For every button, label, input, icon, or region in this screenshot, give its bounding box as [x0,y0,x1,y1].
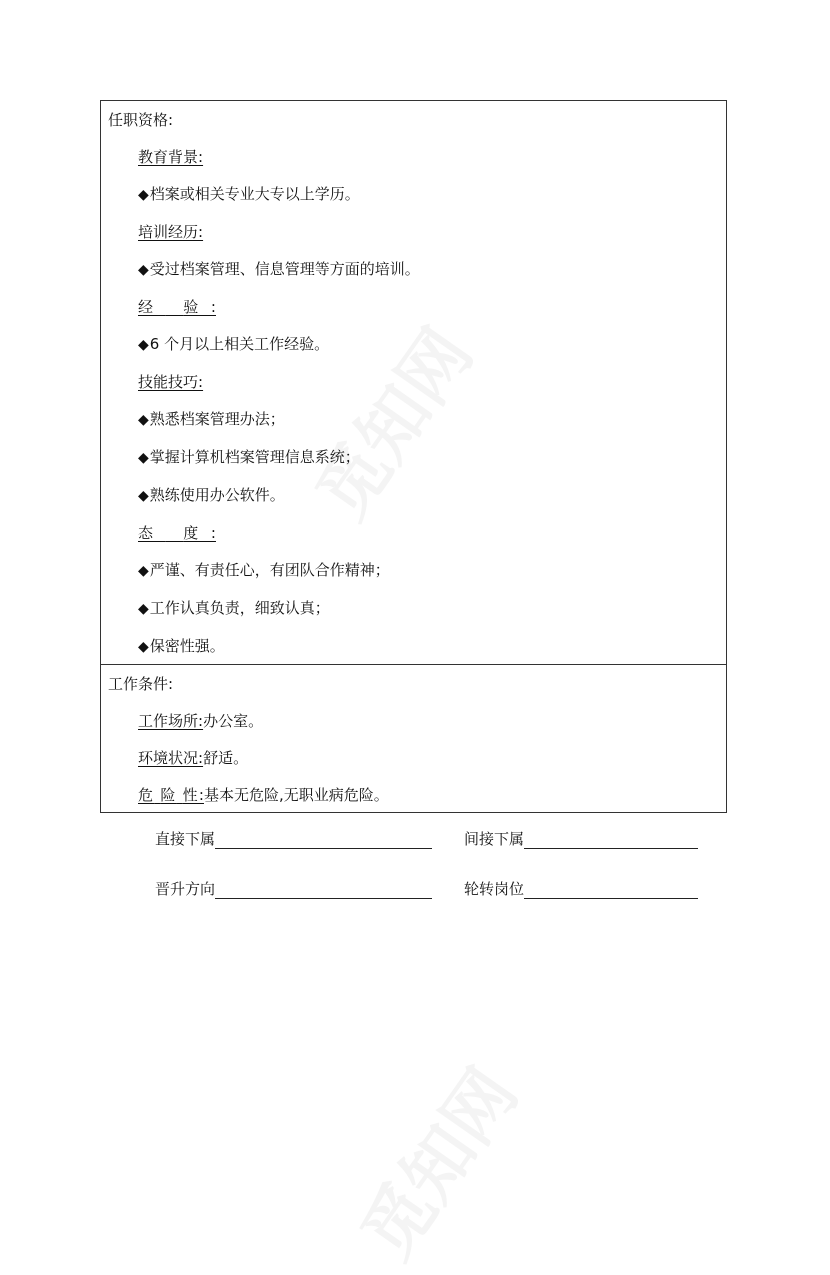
list-item: ◆6 个月以上相关工作经验。 [138,335,330,353]
qualifications-title: 任职资格: [108,111,174,129]
job-spec-table [100,100,727,813]
place-label: 工作场所: [138,712,204,730]
bullet-icon: ◆ [138,601,149,617]
direct-subordinate-field[interactable] [215,830,432,849]
list-item: ◆严谨、有责任心，有团队合作精神； [138,561,390,579]
direct-subordinate-label: 直接下属 [155,830,216,848]
bullet-icon: ◆ [138,412,149,428]
list-item: ◆熟悉档案管理办法； [138,410,285,428]
condition-environment: 环境状况:舒适。 [138,749,249,767]
training-label: 培训经历: [138,223,204,241]
bullet-icon: ◆ [138,488,149,504]
experience-label: 经 验: [138,298,216,316]
qualifications-section [101,101,726,664]
bullet-icon: ◆ [138,563,149,579]
indirect-subordinate-label: 间接下属 [464,830,525,848]
promotion-field[interactable] [215,880,432,899]
condition-place: 工作场所:办公室。 [138,712,264,730]
list-item: ◆受过档案管理、信息管理等方面的培训。 [138,260,420,278]
skills-label: 技能技巧: [138,373,204,391]
attitude-label: 态 度: [138,524,216,542]
condition-hazard: 危 险 性:基本无危险,无职业病危险。 [138,786,389,804]
bullet-icon: ◆ [138,187,149,203]
list-item: ◆档案或相关专业大专以上学历。 [138,185,360,203]
list-item: ◆工作认真负责，细致认真； [138,599,330,617]
list-item: ◆掌握计算机档案管理信息系统； [138,448,360,466]
rotation-field[interactable] [524,880,698,899]
bullet-icon: ◆ [138,337,149,353]
bullet-icon: ◆ [138,639,149,655]
rotation-label: 轮转岗位 [464,880,525,898]
bullet-icon: ◆ [138,450,149,466]
footer-row-subordinates [155,828,715,854]
promotion-label: 晋升方向 [155,880,216,898]
indirect-subordinate-field[interactable] [524,830,698,849]
education-label: 教育背景: [138,148,204,166]
conditions-section [101,664,726,812]
list-item: ◆保密性强。 [138,637,225,655]
conditions-title: 工作条件: [108,675,174,693]
bullet-icon: ◆ [138,262,149,278]
watermark [333,1046,536,1275]
list-item: ◆熟练使用办公软件。 [138,486,285,504]
environment-label: 环境状况: [138,749,204,767]
hazard-label: 危 险 性: [138,786,204,804]
footer-row-career [155,878,715,904]
